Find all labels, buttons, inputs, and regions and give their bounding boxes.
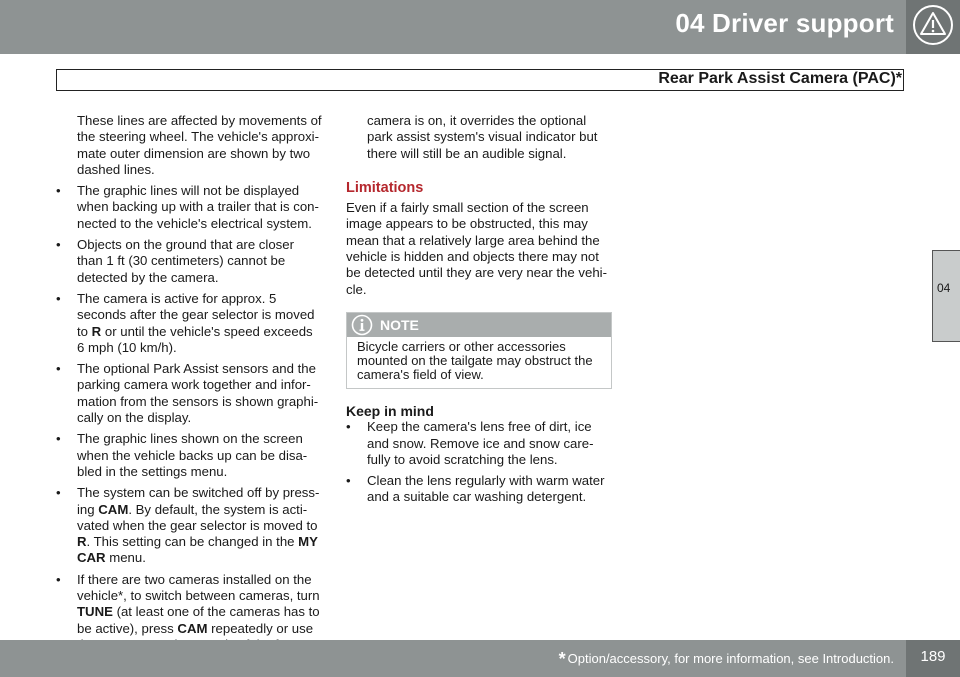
list-item-text: The graphic lines will not be displayed when backing up with a trailer that is con-nected to the vehicle's electrical system. (77, 183, 319, 231)
list-item-text: (at least one of the cameras has to be active), press (77, 604, 320, 636)
list-item-bold: TUNE (77, 604, 113, 620)
footer-note-text: Option/accessory, for more information, see Introduction. (567, 651, 894, 666)
footer-star: * (558, 649, 566, 669)
bullet-glyph: • (56, 571, 61, 587)
list-item-text: or until the vehicle's speed exceeds 6 mph (10 km/h). (77, 323, 313, 355)
list-item-bold: CAM (177, 620, 208, 636)
intro-paragraph: These lines are affected by movements of the steering wheel. The vehicle's approxi-mate outer dimension are shown by two dashed lines. (77, 113, 322, 177)
list-item (346, 473, 614, 506)
bullet-glyph: • (56, 290, 61, 306)
list-item (346, 419, 614, 468)
bullet-glyph: • (56, 183, 61, 199)
list-item-bold: R (91, 323, 102, 339)
page-number: 189 (920, 648, 946, 665)
note-label: NOTE (380, 316, 419, 333)
list-item-text: The graphic lines shown on the screen when the vehicle backs up can be disa-bled in the settings menu. (77, 431, 308, 479)
list-item-text: If there are two cameras installed on the vehicle*, to switch between cameras, turn (77, 571, 320, 604)
list-item (56, 237, 323, 286)
list-item (56, 183, 323, 232)
right-column (346, 113, 614, 511)
bullet-glyph: • (56, 431, 61, 447)
warning-triangle-icon (912, 4, 954, 46)
list-item-bold: CAM (98, 501, 129, 517)
footer-note (559, 649, 894, 670)
info-icon (351, 314, 373, 336)
list-item-bold: MY CAR (77, 534, 318, 566)
limitations-paragraph: Even if a fairly small section of the screen image appears to be obstructed, this may mean that a relatively large area behind the vehicle is hidden and objects there may not be detected until they are very near the vehi-cle. (346, 200, 607, 297)
list-item-text: menu. (105, 550, 146, 566)
bullet-glyph: • (56, 485, 61, 501)
left-column (56, 113, 323, 658)
list-item-text: repeatedly or use (211, 620, 314, 636)
list-item-text: The camera is active for approx. 5 seconds after the gear selector is moved to (77, 290, 315, 339)
list-item-text: . This setting can be changed in the (86, 534, 299, 550)
list-item (56, 431, 323, 480)
keep-in-mind-heading: Keep in mind (346, 402, 434, 419)
limitations-heading: Limitations (346, 179, 424, 196)
bullet-glyph: • (56, 237, 61, 253)
chapter-title: 04 Driver support (675, 8, 894, 38)
note-header (347, 313, 611, 337)
section-title: Rear Park Assist Camera (PAC)* (658, 70, 902, 87)
list-item-text: The optional Park Assist sensors and the parking camera work together and infor-mation from the sensors is shown graphi-cally on the display. (77, 361, 319, 426)
chapter-side-tab (932, 250, 960, 342)
list-item (56, 485, 323, 566)
list-item-text: The system can be switched off by press-ing (77, 485, 320, 517)
list-item (56, 291, 323, 356)
bullet-glyph: • (346, 419, 351, 435)
bullet-glyph: • (56, 361, 61, 377)
list-item-text: Objects on the ground that are closer than 1 ft (30 centimeters) cannot be detected by the camera. (77, 237, 294, 285)
list-item-text: Clean the lens regularly with warm water and a suitable car washing detergent. (367, 473, 605, 505)
warning-icon-box (906, 0, 960, 54)
note-box (346, 312, 612, 389)
list-item-text: . By default, the system is acti-vated when the gear selector is moved to (77, 501, 318, 533)
list-item-bold: R (77, 534, 87, 550)
chapter-side-tab-label: 04 (937, 281, 951, 295)
note-text: Bicycle carriers or other accessories mounted on the tailgate may obstruct the camera's field of view. (357, 338, 593, 382)
list-item-text: Keep the camera's lens free of dirt, ice and snow. Remove ice and snow care-fully to avoid scratching the lens. (367, 419, 594, 467)
bullet-glyph: • (346, 473, 351, 489)
list-item (56, 361, 323, 426)
continuation-paragraph: camera is on, it overrides the optional park assist system's visual indicator but there will still be an audible signal. (367, 113, 598, 161)
